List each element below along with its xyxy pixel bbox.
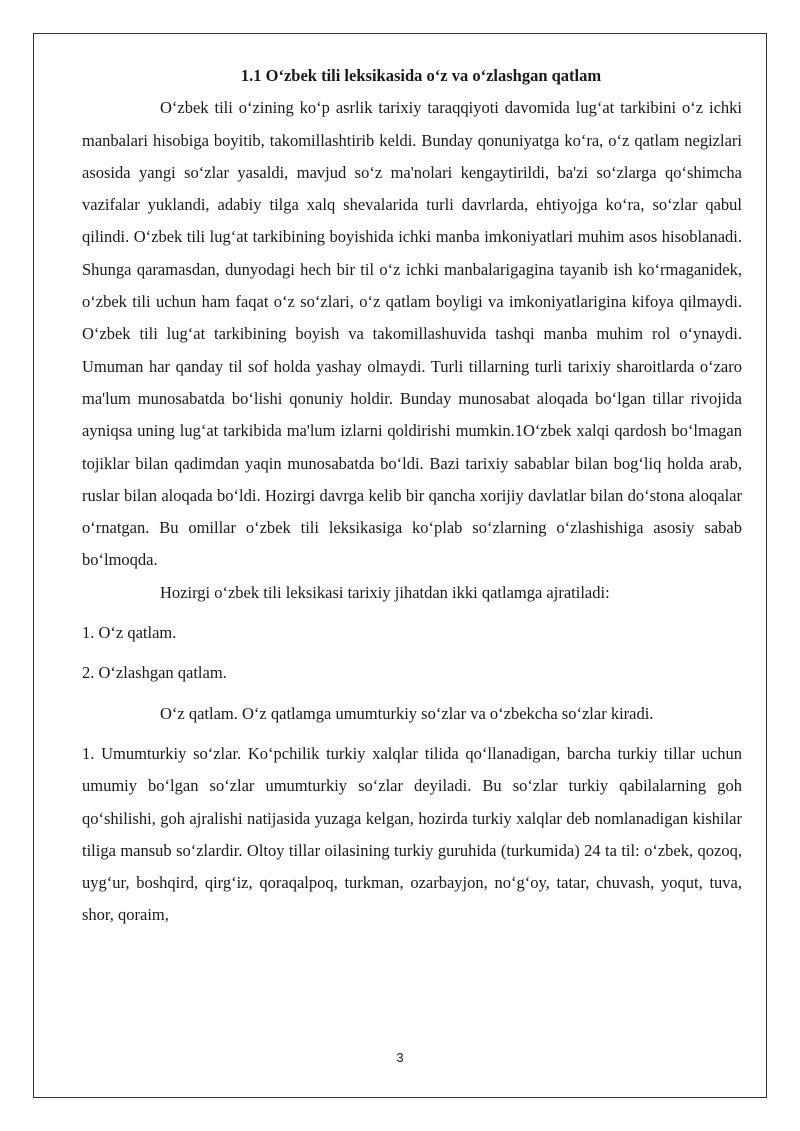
section-title: 1.1 O‘zbek tili leksikasida o‘z va o‘zlashgan qatlam bbox=[240, 66, 602, 85]
paragraph-oz-qatlam: O‘z qatlam. O‘z qatlamga umumturkiy so‘zlar va o‘zbekcha so‘zlar kiradi. bbox=[160, 703, 654, 723]
paragraph-layers: Hozirgi o‘zbek tili leksikasi tarixiy jihatdan ikki qatlamga ajratiladi: bbox=[160, 582, 610, 602]
document-body bbox=[82, 60, 742, 932]
paragraph-intro: O‘zbek tili o‘zining ko‘p asrlik tarixiy taraqqiyoti davomida lug‘at tarkibini o‘z ichki manbalari hisobiga boyitib, takomillashtirib keldi. Bunday qonuniyatga ko‘ra, o‘z qatlam negizlari asosida yangi so‘zlar yasaldi, mavjud so‘z ma'nolari kengaytirildi, ba'zi so‘zlarga qo‘shimcha vazifalar yuklandi, adabiy tilga xalq shevalarida turli davrlarda, ehtiyojga ko‘ra, so‘zlar qabul qilindi. O‘zbek tili lug‘at tarkibining boyishida ichki manba imkoniyatlari muhim asos hisoblanadi. Shunga qaramasdan, dunyodagi hech bir til o‘z ichki manbalarigagina tayanib ish ko‘rmaganidek, o‘zbek tili uchun ham faqat o‘z so‘zlari, o‘z qatlam boyligi va imkoniyatlarigina kifoya qilmaydi. O‘zbek tili lug‘at tarkibining boyish va takomillashuvida tashqi manba muhim rol o‘ynaydi. Umuman har qanday til sof holda yashay olmaydi. Turli tillarning turli tarixiy sharoitlarda o‘zaro ma'lum munosabatda bo‘lishi qonuniy holdir. Bunday munosabat aloqada bo‘lgan tillar rivojida ayniqsa uning lug‘at tarkibida ma'lum izlarni qoldirishi mumkin.1O‘zbek xalqi qardosh bo‘lmagan tojiklar bilan qadimdan yaqin munosabatda bo‘ldi. Bazi tarixiy sabablar bilan bog‘liq holda arab, ruslar bilan aloqada bo‘ldi. Hozirgi davrga kelib bir qancha xorijiy davlatlar bilan do‘stona aloqalar o‘rnatgan. Bu omillar o‘zbek tili leksikasiga ko‘plab so‘zlarning o‘zlashishiga asosiy sabab bo‘lmoqda. bbox=[82, 98, 742, 570]
page-number: 3 bbox=[396, 1050, 404, 1065]
paragraph-umumturkiy: 1. Umumturkiy so‘zlar. Ko‘pchilik turkiy xalqlar tilida qo‘llanadigan, barcha turkiy tillar uchun umumiy bo‘lgan so‘zlar umumturkiy so‘zlar deyiladi. Bu so‘zlar turkiy qabilalarning goh qo‘shilishi, goh ajralishi natijasida yuzaga kelgan, hozirda turkiy xalqlar deb nomlanadigan kishilar tiliga mansub so‘zlardir. Oltoy tillar oilasining turkiy guruhida (turkumida) 24 ta til: o‘zbek, qozoq, uyg‘ur, boshqird, qirg‘iz, qoraqalpoq, turkman, ozarbayjon, no‘g‘oy, tatar, chuvash, yoqut, tuva, shor, qoraim, bbox=[82, 743, 742, 925]
list-item-oz-qatlam: 1. O‘z qatlam. bbox=[82, 623, 177, 643]
list-item-ozlashgan-qatlam: 2. O‘zlashgan qatlam. bbox=[82, 663, 227, 683]
